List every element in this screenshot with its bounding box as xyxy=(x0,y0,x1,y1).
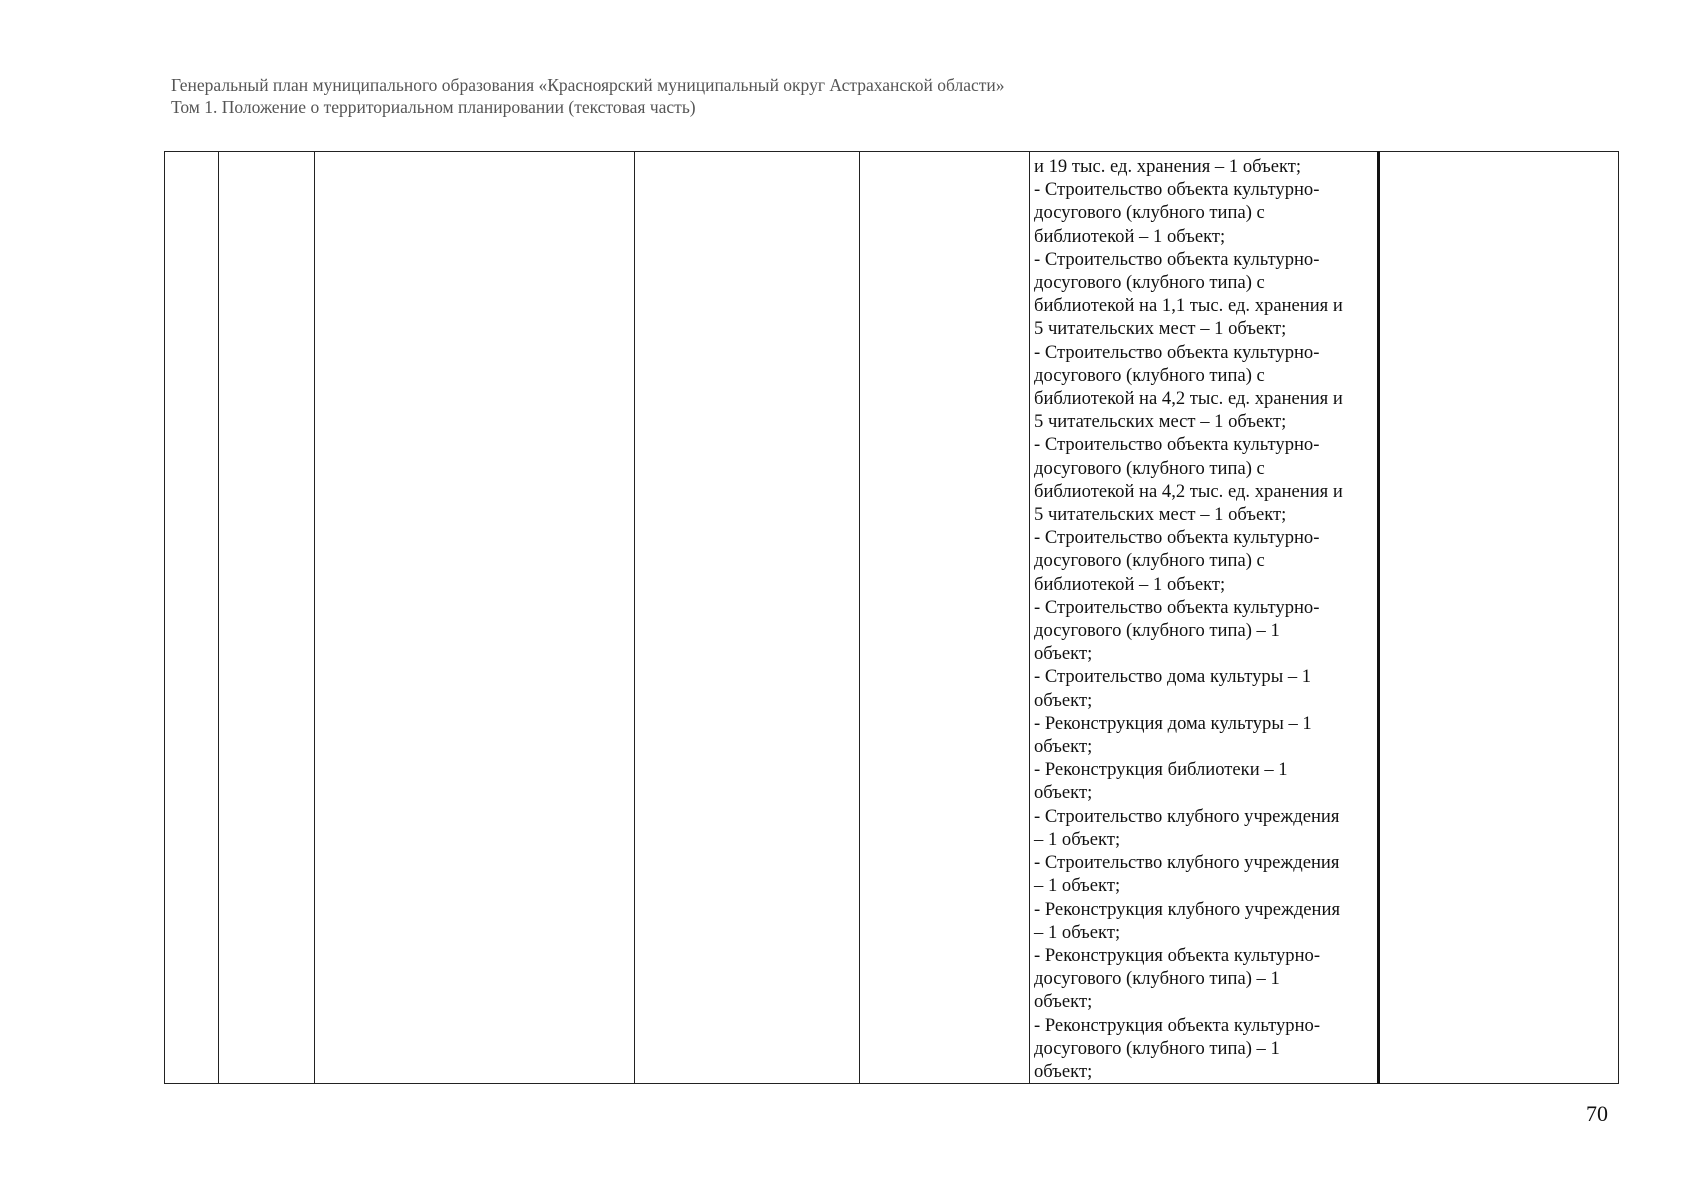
table-cell-number xyxy=(165,152,219,1084)
measures-line: досугового (клубного типа) с xyxy=(1034,202,1265,224)
measures-line: 5 читательских мест – 1 объект; xyxy=(1034,411,1287,433)
measures-line: библиотекой – 1 объект; xyxy=(1034,573,1226,595)
table-row xyxy=(165,152,1619,1084)
measures-line: досугового (клубного типа) с xyxy=(1034,457,1265,479)
measures-line: библиотекой на 1,1 тыс. ед. хранения и xyxy=(1034,295,1343,317)
measures-line: - Строительство клубного учреждения xyxy=(1034,852,1340,874)
measures-line: - Реконструкция библиотеки – 1 xyxy=(1034,759,1288,781)
measures-line: - Строительство дома культуры – 1 xyxy=(1034,666,1312,688)
table-cell-notes xyxy=(1379,152,1619,1084)
measures-line: 5 читательских мест – 1 объект; xyxy=(1034,318,1287,340)
measures-line: - Строительство объекта культурно- xyxy=(1034,527,1320,549)
measures-line: - Реконструкция клубного учреждения xyxy=(1034,898,1341,920)
measures-table xyxy=(164,151,1619,1084)
table-cell-code xyxy=(219,152,315,1084)
measures-line: объект; xyxy=(1034,991,1093,1013)
measures-line: досугового (клубного типа) – 1 xyxy=(1034,1037,1280,1059)
measures-line: библиотекой – 1 объект; xyxy=(1034,225,1226,247)
page-number: 70 xyxy=(1586,1101,1608,1126)
measures-text xyxy=(1030,152,1377,1083)
measures-line: – 1 объект; xyxy=(1034,921,1121,943)
measures-line: - Реконструкция объекта культурно- xyxy=(1034,1014,1321,1036)
measures-line: объект; xyxy=(1034,689,1093,711)
measures-line: - Строительство объекта культурно- xyxy=(1034,434,1320,456)
measures-line: и 19 тыс. ед. хранения – 1 объект; xyxy=(1034,156,1302,177)
measures-line: библиотекой на 4,2 тыс. ед. хранения и xyxy=(1034,480,1343,502)
measures-line: - Строительство объекта культурно- xyxy=(1034,341,1320,363)
table-cell-measures xyxy=(1030,152,1379,1084)
measures-line: объект; xyxy=(1034,782,1093,804)
measures-line: - Строительство объекта культурно- xyxy=(1034,248,1320,270)
measures-line: 5 читательских мест – 1 объект; xyxy=(1034,504,1287,526)
table-cell-location xyxy=(860,152,1030,1084)
measures-line: объект; xyxy=(1034,643,1093,665)
measures-line: досугового (клубного типа) с xyxy=(1034,550,1265,572)
measures-line: объект; xyxy=(1034,1060,1093,1082)
measures-line: – 1 объект; xyxy=(1034,875,1121,897)
measures-line: досугового (клубного типа) с xyxy=(1034,272,1265,294)
measures-line: - Строительство объекта культурно- xyxy=(1034,596,1320,618)
measures-line: досугового (клубного типа) – 1 xyxy=(1034,968,1280,990)
header-line-2: Том 1. Положение о территориальном планировании (текстовая часть) xyxy=(171,97,696,117)
measures-line: объект; xyxy=(1034,736,1093,758)
header-line-1: Генеральный план муниципального образования «Красноярский муниципальный округ Астраханской области» xyxy=(171,75,1005,95)
measures-line: досугового (клубного типа) с xyxy=(1034,364,1265,386)
measures-line: - Реконструкция дома культуры – 1 xyxy=(1034,712,1312,734)
measures-line: библиотекой на 4,2 тыс. ед. хранения и xyxy=(1034,388,1343,410)
measures-line: - Реконструкция объекта культурно- xyxy=(1034,944,1321,966)
measures-line: досугового (клубного типа) – 1 xyxy=(1034,620,1280,642)
measures-line: - Строительство клубного учреждения xyxy=(1034,805,1340,827)
table-cell-name xyxy=(315,152,635,1084)
page-header xyxy=(171,74,1005,118)
measures-line: – 1 объект; xyxy=(1034,828,1121,850)
table-cell-type xyxy=(635,152,860,1084)
measures-line: - Строительство объекта культурно- xyxy=(1034,179,1320,201)
